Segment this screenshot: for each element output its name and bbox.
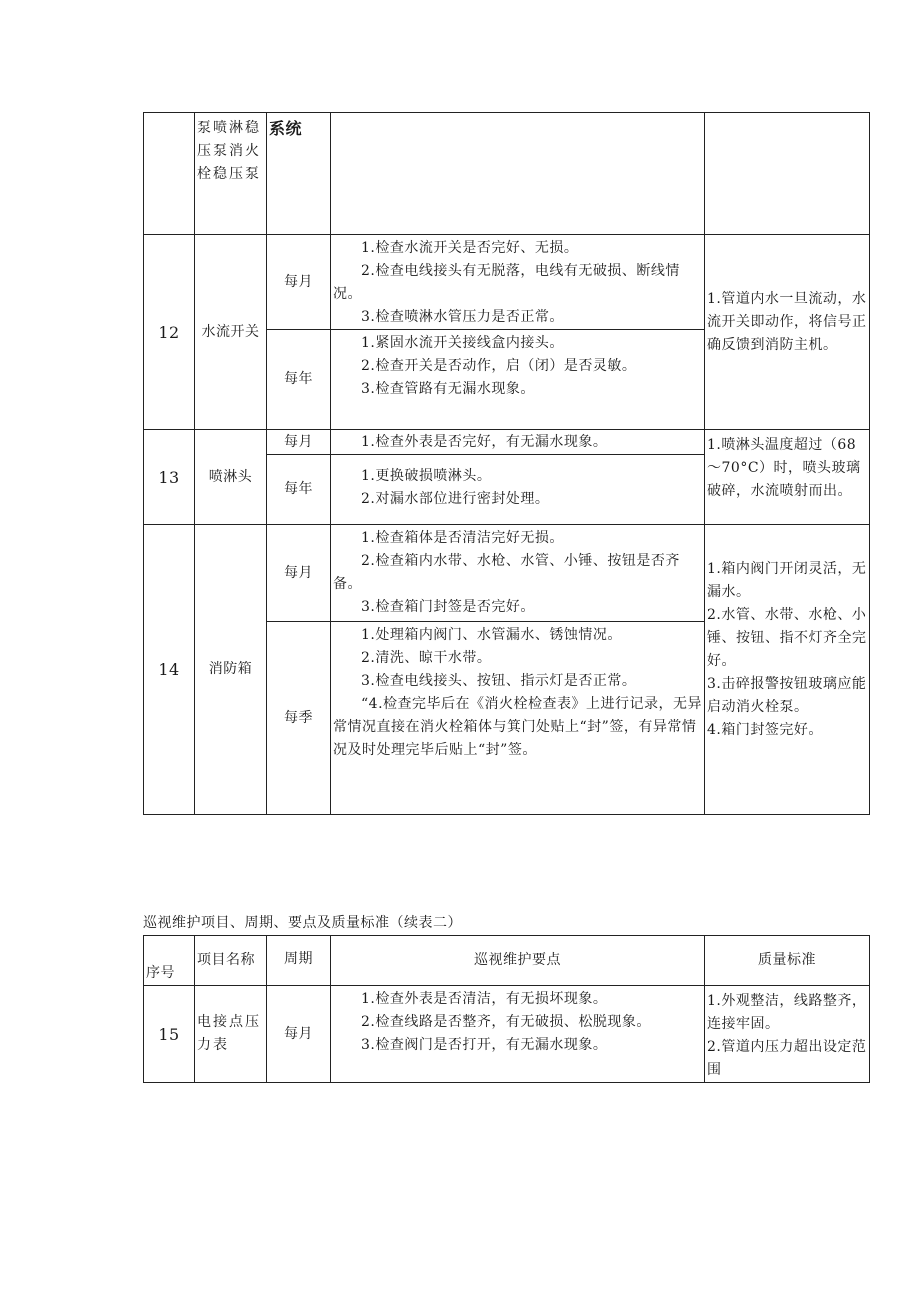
cell-points	[331, 430, 705, 455]
cell-standard: 1.喷淋头温度超过（68～70°C）时，喷头玻璃破碎，水流喷射而出。	[705, 430, 870, 525]
point-line: 1.检查外表是否完好，有无漏水现象。	[361, 433, 608, 450]
standard-line: 2.管道内压力超出设定范围	[707, 1039, 867, 1078]
table-row	[144, 525, 870, 622]
point-line: 2.检查线路是否整齐，有无破损、松脱现象。	[361, 1014, 651, 1030]
table-caption: 巡视维护项目、周期、要点及质量标准（续表二）	[143, 915, 462, 931]
cell-points	[331, 330, 705, 430]
cell-item-name: 喷淋头	[195, 430, 267, 525]
cell-points	[331, 235, 705, 330]
cell-standard	[705, 113, 870, 235]
point-line: 1.处理箱内阀门、水管漏水、锈蚀情况。	[361, 627, 622, 643]
cell-period: 每月	[267, 235, 331, 330]
point-line: 1.检查水流开关是否完好、无损。	[361, 240, 579, 256]
header-standard: 质量标准	[705, 936, 870, 986]
table-row	[144, 430, 870, 455]
cell-standard	[705, 986, 870, 1083]
point-line: 3.检查电线接头、按钮、指示灯是否正常。	[361, 673, 637, 689]
point-line: 1.检查箱体是否清洁完好无损。	[361, 530, 564, 546]
cell-no: 14	[144, 525, 195, 815]
standard-line: 4.箱门封签完好。	[707, 721, 823, 738]
point-line: 2.检查箱内水带、水枪、水管、小锤、按钮是否齐备。	[333, 553, 680, 592]
cell-no	[144, 113, 195, 235]
cell-period: 每年	[267, 330, 331, 430]
maintenance-table-continued	[143, 112, 870, 815]
point-line: 2.检查开关是否动作，启（闭）是否灵敏。	[361, 358, 637, 374]
header-points: 巡视维护要点	[331, 936, 705, 986]
header-period: 周期	[267, 936, 331, 986]
cell-item-name: 消防箱	[195, 525, 267, 815]
cell-points	[331, 525, 705, 622]
cell-no: 15	[144, 986, 195, 1083]
cell-period: 每月	[267, 525, 331, 622]
cell-item-name: 泵喷淋稳压泵消火栓稳压泵	[195, 113, 267, 235]
point-line: 3.检查管路有无漏水现象。	[361, 381, 535, 397]
point-line: 1.更换破损喷淋头。	[361, 468, 492, 484]
standard-line: 2.水管、水带、水枪、小锤、按钮、指不灯齐全完好。	[707, 606, 867, 669]
cell-no: 13	[144, 430, 195, 525]
table-row	[144, 235, 870, 330]
point-line: 3.检查阀门是否打开，有无漏水现象。	[361, 1037, 608, 1053]
cell-period: 每季	[267, 622, 331, 815]
table-header-row	[144, 936, 870, 986]
table-row	[144, 113, 870, 235]
cell-item-name: 电接点压力表	[195, 986, 267, 1083]
cell-period: 每年	[267, 455, 331, 525]
standard-line: 1.外观整洁，线路整齐，连接牢固。	[707, 993, 867, 1032]
point-line: 1.紧固水流开关接线盒内接头。	[361, 335, 564, 351]
cell-period: 系统	[267, 113, 331, 235]
header-item-name: 项目名称	[195, 936, 267, 986]
maintenance-table-2	[143, 935, 870, 1083]
point-line: 1.检查外表是否清洁，有无损坏现象。	[361, 991, 608, 1007]
point-line: 2.清洗、晾干水带。	[361, 650, 492, 666]
cell-standard	[705, 525, 870, 815]
cell-period: 每月	[267, 430, 331, 455]
point-line: 3.检查箱门封签是否完好。	[361, 599, 535, 615]
cell-item-name: 水流开关	[195, 235, 267, 430]
cell-points	[331, 113, 705, 235]
point-line: 2.对漏水部位进行密封处理。	[361, 491, 550, 507]
point-line: 3.检查喷淋水管压力是否正常。	[361, 309, 564, 325]
cell-points	[331, 986, 705, 1083]
cell-points	[331, 455, 705, 525]
header-no: 序号	[144, 936, 195, 986]
standard-line: 1.箱内阀门开闭灵活，无漏水。	[707, 560, 867, 600]
point-line: 2.检查电线接头有无脱落，电线有无破损、断线情况。	[333, 263, 680, 302]
cell-points	[331, 622, 705, 815]
table-row	[144, 986, 870, 1083]
cell-no: 12	[144, 235, 195, 430]
standard-line: 3.击碎报警按钮玻璃应能启动消火栓泵。	[707, 675, 867, 715]
cell-period: 每月	[267, 986, 331, 1083]
point-line: “4.检查完毕后在《消火栓检查表》上进行记录，无异常情况直接在消火栓箱体与箕门处贴上“封”签，有异常情况及时处理完毕后贴上“封”签。	[333, 696, 703, 758]
cell-standard: 1.管道内水一旦流动，水流开关即动作，将信号正确反馈到消防主机。	[705, 235, 870, 430]
